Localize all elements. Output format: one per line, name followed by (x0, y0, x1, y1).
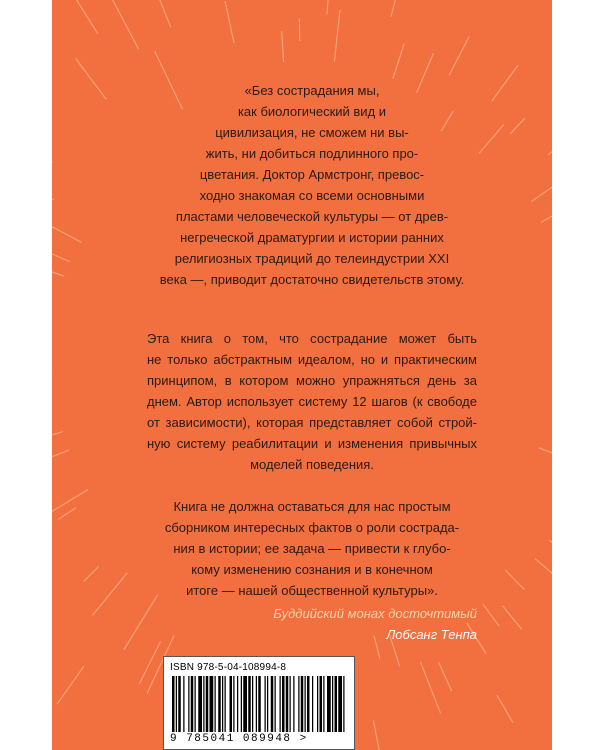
barcode-bar (298, 676, 299, 732)
text-line: как биологический вид и (237, 104, 387, 119)
barcode-bar (327, 676, 331, 732)
text-line: днем. Автор использует систему 12 шагов (к свободе (147, 394, 477, 409)
ray-line (327, 0, 329, 14)
barcode-bar (195, 676, 196, 732)
ray-line (52, 432, 62, 441)
text-line: ходно знакомая со всеми основными (199, 188, 425, 203)
ray-line (439, 663, 452, 691)
barcode-bar (248, 676, 251, 732)
ray-line (112, 0, 138, 49)
ray-line (497, 696, 512, 722)
barcode-bar (243, 676, 247, 732)
ray-line (539, 448, 552, 461)
ray-line (449, 37, 469, 75)
barcode-bar (215, 676, 216, 732)
ray-line (225, 2, 234, 43)
barcode-bar (282, 676, 285, 732)
barcode-bar (271, 676, 274, 732)
barcode-bar (305, 676, 306, 732)
barcode-bar (338, 676, 342, 732)
barcode-bar (312, 676, 313, 732)
ray-line (59, 508, 76, 519)
text-line: цветания. Доктор Армстронг, превос- (199, 167, 425, 182)
barcode-bar (258, 676, 261, 732)
back-cover (52, 0, 552, 750)
barcode-image (170, 676, 348, 732)
ray-line (393, 44, 404, 78)
barcode-bar (191, 676, 194, 732)
quote-paragraph-1 (147, 80, 477, 290)
text-line: Книга не должна оставаться для нас простым (173, 499, 451, 514)
ray-line (84, 567, 98, 581)
ray-line (52, 450, 69, 461)
ray-line (511, 118, 525, 133)
text-line: моделей поведения. (250, 457, 374, 472)
barcode-bar (335, 676, 338, 732)
text-line: цивилизация, не сможем ни вы- (215, 125, 409, 140)
ray-line (549, 135, 552, 155)
ray-line (52, 490, 87, 511)
barcode-bar (218, 676, 221, 732)
barcode-bar (293, 676, 294, 732)
text-line: Эта книга о том, что сострадание может быть (147, 331, 477, 346)
barcode-bar (237, 676, 238, 732)
barcode-bar (280, 676, 281, 732)
barcode-bar (178, 676, 181, 732)
text-line: ния в истории; ее задача — привести к глубо- (173, 541, 451, 556)
barcode-bar (176, 676, 177, 732)
attribution (147, 603, 477, 645)
text-line: «Без сострадания мы, (244, 83, 380, 98)
ray-line (74, 0, 97, 34)
barcode-bar (320, 676, 323, 732)
barcode-bar (290, 676, 291, 732)
ray-line (550, 540, 552, 575)
barcode-bar (323, 676, 324, 732)
barcode-bar (172, 676, 175, 732)
quote-paragraph-2 (147, 328, 477, 475)
text-line: негреческой драматургии и истории ранних (180, 230, 444, 245)
ray-line (420, 662, 440, 713)
ray-line (503, 606, 522, 629)
ray-line (157, 0, 171, 27)
isbn-barcode-block (163, 656, 355, 750)
isbn-number: ISBN 978-5-04-108994-8 (170, 662, 287, 673)
text-line: кому изменению сознания и в конечном (191, 562, 433, 577)
barcode-bar (301, 676, 304, 732)
barcode-bar (286, 676, 289, 732)
barcode-bar (275, 676, 276, 732)
ray-line (52, 222, 81, 242)
barcode-bar (210, 676, 214, 732)
barcode-bar (332, 676, 333, 732)
barcode-bar (265, 676, 266, 732)
barcode-bar (256, 676, 257, 732)
text-line: не только абстрактным идеалом, но и практическим (147, 352, 477, 367)
barcode-bar (241, 676, 242, 732)
text-line: ную систему реабилитации и изменения привычных (147, 436, 477, 451)
barcode-bar (198, 676, 202, 732)
ray-line (391, 0, 401, 16)
ray-line (479, 125, 503, 153)
barcode-bar (206, 676, 209, 732)
barcode-bar (307, 676, 310, 732)
ray-line (57, 667, 83, 704)
ray-line (541, 200, 552, 222)
ray-line (373, 721, 383, 750)
ray-line (93, 573, 127, 615)
ray-line (282, 32, 284, 62)
text-line: века —, приводит достаточно свидетельств этому. (159, 272, 465, 287)
ray-line (532, 173, 552, 201)
ray-line (483, 605, 499, 626)
barcode-bar (222, 676, 223, 732)
text-line: итоге — нашей общественной культуры». (186, 583, 438, 598)
barcode-bar (183, 676, 184, 732)
barcode-bar (233, 676, 234, 732)
barcode-bar (203, 676, 204, 732)
text-line: жить, ни добиться подлинного про- (205, 146, 419, 161)
barcode-bar (252, 676, 253, 732)
ray-line (52, 258, 64, 276)
barcode-bar (225, 676, 226, 732)
ray-line (535, 559, 552, 586)
text-line: пластами человеческой культуры — от древ- (175, 209, 449, 224)
ray-line (506, 570, 524, 589)
text-line: от зависимости), которая представляет собой строй- (147, 415, 477, 430)
quote-paragraph-3 (147, 496, 477, 601)
ray-line (76, 59, 106, 99)
ray-line (492, 66, 518, 101)
barcode-bar (267, 676, 268, 732)
attribution-role: Буддийский монах досточтимый (273, 606, 477, 621)
barcode-bar (343, 676, 344, 732)
barcode-bar (188, 676, 189, 732)
ray-line (140, 642, 161, 683)
attribution-name: Лобсанг Тенпа (386, 627, 477, 642)
ray-line (52, 177, 53, 199)
text-line: религиозных традиций до телеиндустрии XXI (174, 251, 450, 266)
barcode-bar (230, 676, 233, 732)
barcode-bar (317, 676, 318, 732)
ray-line (334, 10, 339, 61)
barcode-digits: 9 785041 089948 > (170, 733, 308, 745)
text-line: принципом, в котором можно упражняться день за (147, 373, 477, 388)
ray-line (52, 251, 69, 261)
text-line: сборником интересных фактов о роли сострада- (164, 520, 460, 535)
